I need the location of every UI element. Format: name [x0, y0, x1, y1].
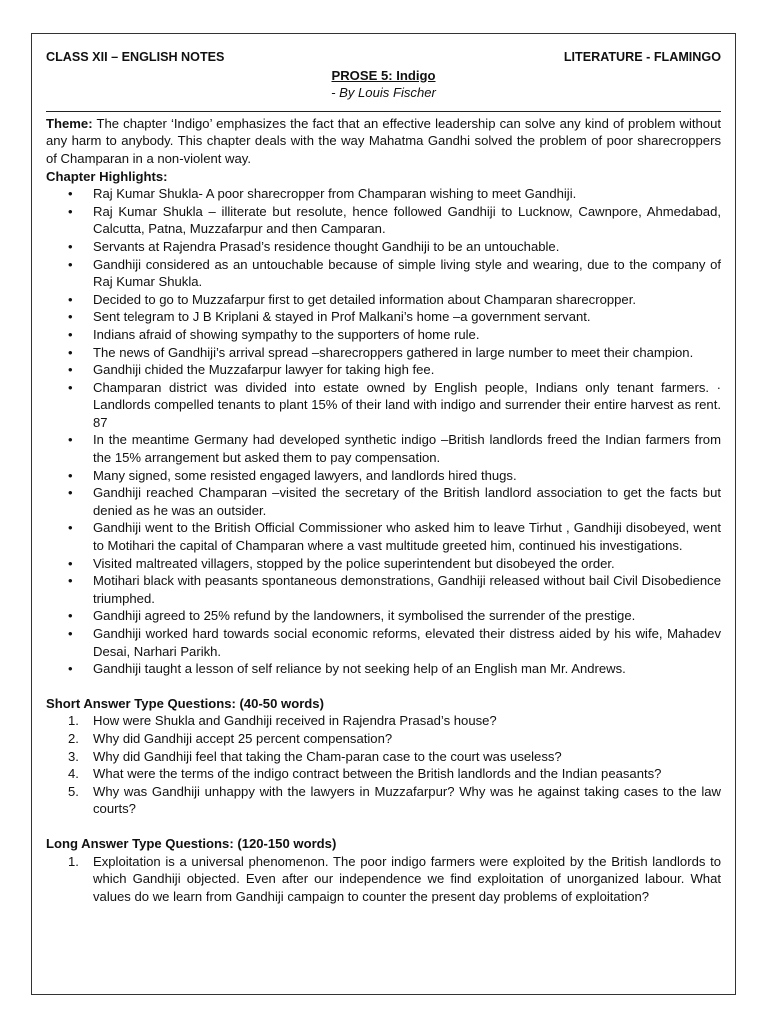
- question-item: [46, 765, 721, 783]
- bullet-icon: •: [68, 626, 73, 641]
- bullet-icon: •: [68, 555, 73, 571]
- highlight-item: [46, 291, 721, 309]
- question-item: [46, 730, 721, 748]
- highlight-item: [46, 238, 721, 256]
- highlight-item: [46, 326, 721, 344]
- header-subject-label: LITERATURE - FLAMINGO: [563, 50, 721, 64]
- highlight-item: [46, 431, 721, 466]
- chapter-title-row: [46, 67, 721, 85]
- long-questions-list: [46, 853, 721, 906]
- highlight-text: Indians afraid of showing sympathy to the supporters of home rule.: [93, 326, 480, 342]
- question-number: 1.: [68, 853, 79, 869]
- highlight-item: [46, 519, 721, 554]
- highlight-text: Gandhiji reached Champaran –visited the secretary of the British landlord association to get the facts but denied as he was an outsider.: [93, 485, 721, 518]
- highlight-text: Many signed, some resisted engaged lawyers, and landlords hired thugs.: [93, 467, 517, 483]
- highlight-item: [46, 203, 721, 238]
- highlight-text: Gandhiji agreed to 25% refund by the landowners, it symbolised the surrender of the prestige.: [93, 608, 636, 624]
- highlight-text: Gandhiji worked hard towards social economic reforms, elevated their distress aided by his wife, Mahadev Desai, Narhari Parikh.: [93, 626, 721, 659]
- highlight-text: In the meantime Germany had developed synthetic indigo –British landlords freed the Indian farmers from the 15% arrangement but asked them to pay compensation.: [93, 432, 721, 466]
- question-text: Why was Gandhiji unhappy with the lawyers in Muzzafarpur? Why was he against taking cases to the law courts?: [93, 783, 721, 817]
- highlight-item: [46, 572, 721, 607]
- highlight-text: Motihari black with peasants spontaneous demonstrations, Gandhiji released without bail Civil Disobedience triumphed.: [93, 573, 721, 606]
- highlight-item: [46, 625, 721, 660]
- header-divider: [46, 105, 721, 112]
- question-item: [46, 853, 721, 906]
- question-item: [46, 748, 721, 766]
- highlights-heading: Chapter Highlights:: [46, 168, 168, 184]
- question-item: [46, 712, 721, 730]
- highlight-item: [46, 185, 721, 203]
- highlight-item: [46, 361, 721, 379]
- question-item: [46, 783, 721, 818]
- long-questions-heading: Long Answer Type Questions: (120-150 words): [46, 835, 337, 851]
- short-questions-heading: Short Answer Type Questions: (40-50 words): [46, 695, 324, 711]
- highlight-text: Visited maltreated villagers, stopped by the police superintendent but disobeyed the order.: [93, 555, 615, 571]
- theme-paragraph: [46, 115, 721, 168]
- notes-content: [46, 49, 721, 905]
- bullet-icon: •: [68, 326, 73, 342]
- header-row: [46, 49, 721, 67]
- header-class-label: CLASS XII – ENGLISH NOTES: [46, 50, 225, 64]
- bullet-icon: •: [68, 608, 73, 624]
- bullet-icon: •: [68, 485, 73, 501]
- highlight-item: [46, 379, 721, 432]
- short-questions-list: [46, 712, 721, 818]
- question-number: 1.: [68, 713, 79, 729]
- bullet-icon: •: [68, 520, 73, 536]
- bullet-icon: •: [68, 203, 73, 219]
- theme-label: Theme:: [46, 115, 93, 131]
- highlight-text: Sent telegram to J B Kriplani & stayed in Prof Malkani’s home –a government servant.: [93, 309, 591, 325]
- chapter-title: PROSE 5: Indigo: [331, 67, 436, 83]
- highlight-text: Servants at Rajendra Prasad’s residence thought Gandhiji to be an untouchable.: [93, 238, 560, 254]
- author-line: - By Louis Fischer: [331, 85, 436, 101]
- question-number: 3.: [68, 748, 79, 764]
- question-text: Why did Gandhiji accept 25 percent compensation?: [93, 730, 393, 746]
- highlight-item: [46, 467, 721, 485]
- question-text: How were Shukla and Gandhiji received in Rajendra Prasad’s house?: [93, 713, 497, 729]
- highlight-text: Gandhiji considered as an untouchable because of simple living style and wearing, due to the company of Raj Kumar Shukla.: [93, 256, 721, 290]
- highlight-item: [46, 660, 721, 678]
- question-text: What were the terms of the indigo contract between the British landlords and the Indian peasants?: [93, 766, 662, 782]
- bullet-icon: •: [68, 661, 73, 677]
- question-number: 2.: [68, 730, 79, 746]
- highlight-item: [46, 308, 721, 326]
- bullet-icon: •: [68, 186, 73, 202]
- highlight-item: [46, 344, 721, 362]
- highlight-text: Gandhiji went to the British Official Commissioner who asked him to leave Tirhut , Gandhiji disobeyed, went to Motihari the capital of Champaran where a vast multitude greeted him, continued his investigations.: [93, 520, 721, 554]
- bullet-icon: •: [68, 379, 73, 395]
- highlight-text: Champaran district was divided into estate owned by English people, Indians only tenant farmers. · Landlords compelled tenants to plant 15% of their land with indigo and surrender their entire harvest as rent. 87: [93, 379, 721, 430]
- question-text: Why did Gandhiji feel that taking the Cham-paran case to the court was useless?: [93, 748, 562, 764]
- bullet-icon: •: [68, 362, 73, 378]
- question-number: 5.: [68, 783, 79, 799]
- bullet-icon: •: [68, 291, 73, 307]
- highlight-text: Raj Kumar Shukla – illiterate but resolute, hence followed Gandhiji to Lucknow, Cawnpore, Ahmedabad, Calcutta, Patna, Muzzafarpur and then Camparan.: [93, 203, 721, 237]
- theme-text: The chapter ‘Indigo’ emphasizes the fact that an effective leadership can solve any kind of problem without any harm to anybody. This chapter deals with the way Mahatma Gandhi solved the problem of poor sharecroppers of Champaran in a non-violent way.: [46, 115, 721, 166]
- bullet-icon: •: [68, 573, 73, 589]
- bullet-icon: •: [68, 467, 73, 483]
- bullet-icon: •: [68, 432, 73, 448]
- highlight-text: The news of Gandhiji’s arrival spread –sharecroppers gathered in large number to meet their champion.: [93, 344, 694, 360]
- highlight-text: Gandhiji taught a lesson of self reliance by not seeking help of an English man Mr. Andrews.: [93, 661, 626, 677]
- highlight-item: [46, 484, 721, 519]
- highlight-text: Raj Kumar Shukla- A poor sharecropper from Champaran wishing to meet Gandhiji.: [93, 186, 577, 202]
- bullet-icon: •: [68, 238, 73, 254]
- highlight-item: [46, 607, 721, 625]
- bullet-icon: •: [68, 309, 73, 325]
- highlight-item: [46, 555, 721, 573]
- highlight-item: [46, 256, 721, 291]
- highlight-text: Decided to go to Muzzafarpur first to get detailed information about Champaran sharecropper.: [93, 291, 636, 307]
- highlights-list: [46, 185, 721, 678]
- question-text: Exploitation is a universal phenomenon. The poor indigo farmers were exploited by the British landlords to which Gandhiji objected. Even after our independence we find exploitation of unorganized labour. What values do we learn from Gandhiji campaign to counter the present day problems of exploitation?: [93, 853, 721, 904]
- bullet-icon: •: [68, 344, 73, 360]
- bullet-icon: •: [68, 256, 73, 272]
- highlight-text: Gandhiji chided the Muzzafarpur lawyer for taking high fee.: [93, 362, 435, 378]
- question-number: 4.: [68, 766, 79, 782]
